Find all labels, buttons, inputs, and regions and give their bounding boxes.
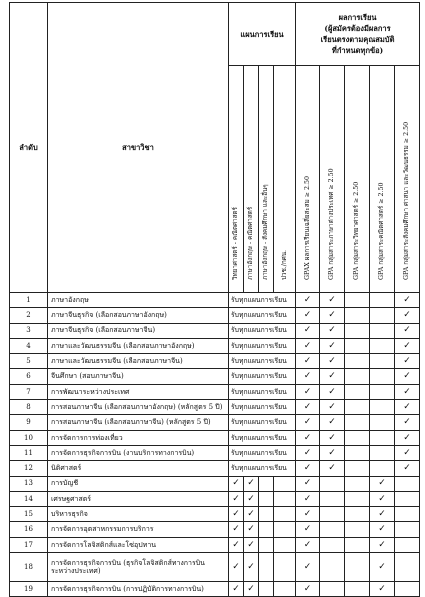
check-mark: ✓ [320, 400, 345, 415]
check-mark: ✓ [320, 445, 345, 460]
check-mark: ✓ [296, 476, 320, 491]
row-number: 5 [10, 354, 48, 369]
row-number: 19 [10, 582, 48, 597]
check-mark: ✓ [320, 308, 345, 323]
empty-cell [370, 400, 395, 415]
table-row [10, 354, 420, 369]
check-mark: ✓ [395, 415, 420, 430]
empty-cell [395, 553, 420, 582]
empty-cell [395, 582, 420, 597]
check-mark: ✓ [395, 354, 420, 369]
header-result-gpax: GPAX ผลการเรียนเฉลี่ยสะสม ≥ 2.50 [296, 66, 320, 293]
empty-cell [345, 522, 370, 537]
check-mark: ✓ [395, 400, 420, 415]
check-mark: ✓ [296, 338, 320, 353]
check-mark: ✓ [244, 522, 259, 537]
check-mark: ✓ [296, 400, 320, 415]
check-mark: ✓ [229, 507, 244, 522]
row-major-name: การจัดการธุรกิจการบิน (งานบริการทางการบิน) [48, 445, 229, 460]
header-result-social: GPA กลุ่มสาระสังคมศึกษา ศาสนา และวัฒนธรรม ≥ 2.50 [395, 66, 420, 293]
empty-cell [259, 476, 274, 491]
table-row [10, 522, 420, 537]
check-mark: ✓ [296, 507, 320, 522]
row-number: 12 [10, 461, 48, 476]
row-major-name: ภาษาและวัฒนธรรมจีน (เลือกสอบภาษาจีน) [48, 354, 229, 369]
check-mark: ✓ [296, 369, 320, 384]
empty-cell [320, 507, 345, 522]
check-mark: ✓ [320, 354, 345, 369]
empty-cell [259, 491, 274, 506]
check-mark: ✓ [395, 445, 420, 460]
row-number: 16 [10, 522, 48, 537]
header-result-group-text: ผลการเรียน (ผู้สมัครต้องมีผลการ เรียนตรงตามคุณสมบัติ ที่กำหนดทุกข้อ) [320, 13, 395, 55]
empty-cell [395, 491, 420, 506]
check-mark: ✓ [296, 415, 320, 430]
table-row [10, 384, 420, 399]
check-mark: ✓ [395, 323, 420, 338]
empty-cell [274, 582, 296, 597]
row-number: 4 [10, 338, 48, 353]
row-plan-all: รับทุกแผนการเรียน [229, 430, 296, 445]
check-mark: ✓ [395, 338, 420, 353]
check-mark: ✓ [320, 384, 345, 399]
check-mark: ✓ [229, 553, 244, 582]
row-number: 15 [10, 507, 48, 522]
row-major-name: ภาษาและวัฒนธรรมจีน (เลือกสอบภาษาอังกฤษ) [48, 338, 229, 353]
table-row [10, 553, 420, 582]
empty-cell [259, 522, 274, 537]
empty-cell [395, 507, 420, 522]
check-mark: ✓ [370, 537, 395, 552]
empty-cell [274, 553, 296, 582]
empty-cell [274, 491, 296, 506]
empty-cell [370, 415, 395, 430]
empty-cell [345, 507, 370, 522]
check-mark: ✓ [370, 476, 395, 491]
empty-cell [345, 293, 370, 308]
table-row [10, 461, 420, 476]
row-major-name: การจัดการโลจิสติกส์และโซ่อุปทาน [48, 537, 229, 552]
check-mark: ✓ [244, 553, 259, 582]
empty-cell [395, 522, 420, 537]
empty-cell [370, 430, 395, 445]
row-number: 3 [10, 323, 48, 338]
table-row [10, 537, 420, 552]
requirements-table [9, 2, 420, 597]
check-mark: ✓ [370, 582, 395, 597]
check-mark: ✓ [296, 293, 320, 308]
check-mark: ✓ [296, 537, 320, 552]
table-row [10, 430, 420, 445]
check-mark: ✓ [395, 461, 420, 476]
table-row [10, 507, 420, 522]
check-mark: ✓ [320, 415, 345, 430]
header-result-group [296, 3, 420, 66]
header-result-foreign-lang: GPA กลุ่มสาระภาษาต่างประเทศ ≥ 2.50 [320, 66, 345, 293]
check-mark: ✓ [296, 445, 320, 460]
empty-cell [370, 461, 395, 476]
row-plan-all: รับทุกแผนการเรียน [229, 461, 296, 476]
table-row [10, 476, 420, 491]
row-plan-all: รับทุกแผนการเรียน [229, 354, 296, 369]
check-mark: ✓ [296, 308, 320, 323]
empty-cell [345, 491, 370, 506]
check-mark: ✓ [244, 507, 259, 522]
table-row [10, 293, 420, 308]
empty-cell [345, 400, 370, 415]
table-row [10, 400, 420, 415]
row-number: 7 [10, 384, 48, 399]
row-plan-all: รับทุกแผนการเรียน [229, 293, 296, 308]
empty-cell [320, 582, 345, 597]
check-mark: ✓ [244, 476, 259, 491]
check-mark: ✓ [244, 491, 259, 506]
header-plan-group: แผนการเรียน [229, 3, 296, 66]
row-major-name: จีนศึกษา (สอบภาษาจีน) [48, 369, 229, 384]
table-row [10, 582, 420, 597]
table-row [10, 308, 420, 323]
check-mark: ✓ [395, 293, 420, 308]
empty-cell [345, 582, 370, 597]
row-number: 6 [10, 369, 48, 384]
empty-cell [345, 338, 370, 353]
check-mark: ✓ [395, 430, 420, 445]
row-major-name: การพัฒนาระหว่างประเทศ [48, 384, 229, 399]
check-mark: ✓ [229, 582, 244, 597]
empty-cell [259, 553, 274, 582]
empty-cell [370, 354, 395, 369]
row-major-name: บริหารธุรกิจ [48, 507, 229, 522]
check-mark: ✓ [244, 582, 259, 597]
empty-cell [370, 308, 395, 323]
empty-cell [274, 522, 296, 537]
empty-cell [320, 476, 345, 491]
empty-cell [274, 537, 296, 552]
check-mark: ✓ [320, 430, 345, 445]
check-mark: ✓ [395, 308, 420, 323]
check-mark: ✓ [296, 491, 320, 506]
check-mark: ✓ [229, 491, 244, 506]
header-plan-eng-social: ภาษาอังกฤษ - สังคมศึกษา และอื่นๆ [259, 66, 274, 293]
check-mark: ✓ [296, 461, 320, 476]
row-number: 18 [10, 553, 48, 582]
row-major-name: การจัดการอุตสาหกรรมการบริการ [48, 522, 229, 537]
check-mark: ✓ [229, 476, 244, 491]
row-plan-all: รับทุกแผนการเรียน [229, 445, 296, 460]
row-number: 11 [10, 445, 48, 460]
row-major-name: การสอนภาษาจีน (เลือกสอบภาษาอังกฤษ) (หลักสูตร 5 ปี) [48, 400, 229, 415]
check-mark: ✓ [296, 354, 320, 369]
check-mark: ✓ [370, 522, 395, 537]
empty-cell [370, 445, 395, 460]
empty-cell [370, 369, 395, 384]
row-plan-all: รับทุกแผนการเรียน [229, 338, 296, 353]
check-mark: ✓ [370, 491, 395, 506]
empty-cell [345, 308, 370, 323]
row-plan-all: รับทุกแผนการเรียน [229, 323, 296, 338]
table-row [10, 369, 420, 384]
row-major-name: การจัดการธุรกิจการบิน (การปฏิบัติการทางการบิน) [48, 582, 229, 597]
table-row [10, 445, 420, 460]
header-plan-eng-math: ภาษาอังกฤษ - คณิตศาสตร์ [244, 66, 259, 293]
header-major: สาขาวิชา [48, 3, 229, 293]
empty-cell [345, 537, 370, 552]
empty-cell [320, 537, 345, 552]
row-plan-all: รับทุกแผนการเรียน [229, 384, 296, 399]
check-mark: ✓ [296, 384, 320, 399]
header-result-math: GPA กลุ่มสาระคณิตศาสตร์ ≥ 2.50 [370, 66, 395, 293]
empty-cell [345, 445, 370, 460]
empty-cell [320, 491, 345, 506]
check-mark: ✓ [320, 293, 345, 308]
check-mark: ✓ [320, 369, 345, 384]
row-major-name: ภาษาอังกฤษ [48, 293, 229, 308]
empty-cell [345, 323, 370, 338]
empty-cell [395, 476, 420, 491]
empty-cell [370, 384, 395, 399]
table-row [10, 415, 420, 430]
check-mark: ✓ [296, 582, 320, 597]
empty-cell [345, 553, 370, 582]
row-major-name: การบัญชี [48, 476, 229, 491]
empty-cell [345, 430, 370, 445]
empty-cell [345, 476, 370, 491]
empty-cell [274, 476, 296, 491]
header-plan-vocational: ปวช./กศน. [274, 66, 296, 293]
empty-cell [345, 461, 370, 476]
row-number: 14 [10, 491, 48, 506]
empty-cell [320, 522, 345, 537]
empty-cell [259, 582, 274, 597]
row-number: 8 [10, 400, 48, 415]
row-major-name: เศรษฐศาสตร์ [48, 491, 229, 506]
check-mark: ✓ [395, 384, 420, 399]
row-plan-all: รับทุกแผนการเรียน [229, 400, 296, 415]
header-plan-sci-math: วิทยาศาสตร์ - คณิตศาสตร์ [229, 66, 244, 293]
empty-cell [259, 537, 274, 552]
check-mark: ✓ [320, 461, 345, 476]
check-mark: ✓ [229, 522, 244, 537]
row-major-name: การจัดการการท่องเที่ยว [48, 430, 229, 445]
empty-cell [259, 507, 274, 522]
check-mark: ✓ [296, 323, 320, 338]
check-mark: ✓ [244, 537, 259, 552]
empty-cell [370, 338, 395, 353]
row-plan-all: รับทุกแผนการเรียน [229, 369, 296, 384]
empty-cell [345, 354, 370, 369]
check-mark: ✓ [229, 537, 244, 552]
row-number: 2 [10, 308, 48, 323]
check-mark: ✓ [296, 522, 320, 537]
header-result-science: GPA กลุ่มสาระวิทยาศาสตร์ ≥ 2.50 [345, 66, 370, 293]
header-order: ลำดับ [10, 3, 48, 293]
row-major-name: ภาษาจีนธุรกิจ (เลือกสอบภาษาจีน) [48, 323, 229, 338]
check-mark: ✓ [296, 430, 320, 445]
row-plan-all: รับทุกแผนการเรียน [229, 308, 296, 323]
empty-cell [345, 384, 370, 399]
admission-requirements-sheet [9, 2, 419, 597]
row-major-name: การจัดการธุรกิจการบิน (ธุรกิจโลจิสติกส์ทางการบินระหว่างประเทศ) [48, 553, 229, 582]
check-mark: ✓ [370, 553, 395, 582]
empty-cell [370, 323, 395, 338]
table-body [10, 293, 420, 597]
table-row [10, 491, 420, 506]
row-number: 1 [10, 293, 48, 308]
empty-cell [345, 415, 370, 430]
row-number: 9 [10, 415, 48, 430]
empty-cell [320, 553, 345, 582]
check-mark: ✓ [370, 507, 395, 522]
check-mark: ✓ [320, 323, 345, 338]
row-major-name: ภาษาจีนธุรกิจ (เลือกสอบภาษาอังกฤษ) [48, 308, 229, 323]
row-plan-all: รับทุกแผนการเรียน [229, 415, 296, 430]
table-row [10, 323, 420, 338]
row-number: 17 [10, 537, 48, 552]
row-major-name: การสอนภาษาจีน (เลือกสอบภาษาจีน) (หลักสูตร 5 ปี) [48, 415, 229, 430]
check-mark: ✓ [296, 553, 320, 582]
check-mark: ✓ [320, 338, 345, 353]
table-row [10, 338, 420, 353]
empty-cell [345, 369, 370, 384]
check-mark: ✓ [395, 369, 420, 384]
row-number: 10 [10, 430, 48, 445]
empty-cell [370, 293, 395, 308]
empty-cell [274, 507, 296, 522]
row-number: 13 [10, 476, 48, 491]
row-major-name: นิติศาสตร์ [48, 461, 229, 476]
empty-cell [395, 537, 420, 552]
